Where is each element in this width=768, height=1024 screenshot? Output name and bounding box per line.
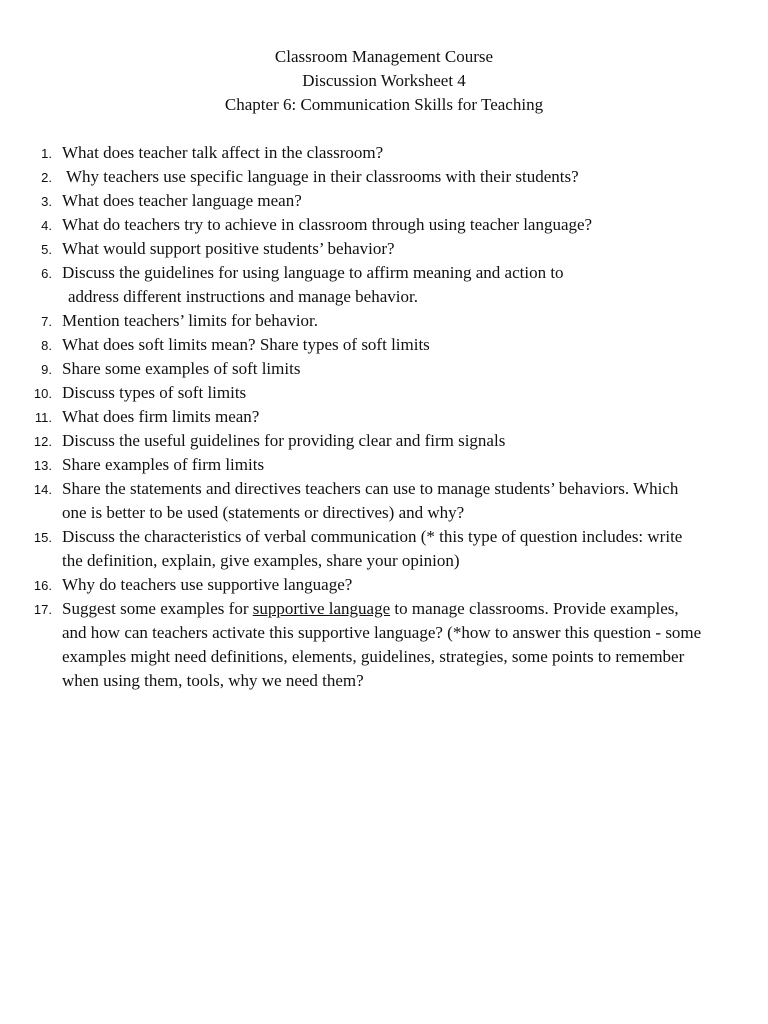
question-list [0,141,768,693]
question-item-16 [0,573,768,597]
question-text: Discuss the guidelines for using language to affirm meaning and action to [62,263,564,282]
question-text-continued: the definition, explain, give examples, share your opinion) [62,551,460,570]
question-text: Discuss types of soft limits [62,383,247,402]
question-text-continued: when using them, tools, why we need them? [62,671,364,690]
chapter-title: Chapter 6: Communication Skills for Teaching [224,95,544,114]
question-item-5 [0,237,768,261]
question-number: 15. [33,530,52,545]
question-number: 6. [41,266,52,281]
question-item-1 [0,141,768,165]
question-text-continued: examples might need definitions, elements, guidelines, strategies, some points to remember [62,647,685,666]
question-number: 7. [41,314,52,329]
question-text-tail: to manage classrooms. Provide examples, [390,599,679,618]
question-text: Why teachers use specific language in their classrooms with their students? [66,167,579,186]
question-text-lead: Suggest some examples for [62,599,253,618]
underlined-term: supportive language [252,599,391,618]
question-text: Why do teachers use supportive language? [62,575,353,594]
question-item-14 [0,477,768,525]
question-number: 16. [33,578,52,593]
question-text: Share some examples of soft limits [62,359,301,378]
question-text: Mention teachers’ limits for behavior. [62,311,319,330]
question-item-8 [0,333,768,357]
question-number: 10. [33,386,52,401]
question-item-3 [0,189,768,213]
question-item-7 [0,309,768,333]
question-text: Discuss the useful guidelines for providing clear and firm signals [62,431,506,450]
question-text: What does soft limits mean? Share types of soft limits [62,335,430,354]
worksheet-title: Discussion Worksheet 4 [302,71,466,90]
question-item-12 [0,429,768,453]
question-number: 2. [41,170,52,185]
question-item-2 [0,165,768,189]
question-item-6 [0,261,768,309]
worksheet-header [0,45,768,117]
question-text: What does firm limits mean? [62,407,260,426]
question-text: What does teacher language mean? [62,191,302,210]
question-number: 9. [41,362,52,377]
question-number: 8. [41,338,52,353]
question-number: 1. [41,146,52,161]
question-item-10 [0,381,768,405]
question-number: 12. [33,434,52,449]
question-number: 14. [33,482,52,497]
question-text-continued: and how can teachers activate this supportive language? (*how to answer this question - some [62,623,702,642]
question-number: 13. [33,458,52,473]
question-text-continued: one is better to be used (statements or directives) and why? [62,503,465,522]
question-text: What does teacher talk affect in the classroom? [62,143,384,162]
question-number: 4. [41,218,52,233]
question-text: What do teachers try to achieve in classroom through using teacher language? [62,215,593,234]
question-item-4 [0,213,768,237]
question-item-15 [0,525,768,573]
question-number: 5. [41,242,52,257]
question-text: Share the statements and directives teachers can use to manage students’ behaviors. Which [62,479,679,498]
question-text: Share examples of firm limits [62,455,265,474]
question-text: Discuss the characteristics of verbal communication (* this type of question includes: write [62,527,683,546]
question-number: 3. [41,194,52,209]
question-number: 11. [34,410,52,425]
question-item-13 [0,453,768,477]
course-title: Classroom Management Course [274,47,494,66]
question-text: What would support positive students’ behavior? [62,239,395,258]
question-text [62,597,728,621]
question-item-17 [0,597,768,693]
question-number: 17. [33,602,52,617]
question-text-continued: address different instructions and manage behavior. [68,287,418,306]
question-item-9 [0,357,768,381]
question-item-11 [0,405,768,429]
